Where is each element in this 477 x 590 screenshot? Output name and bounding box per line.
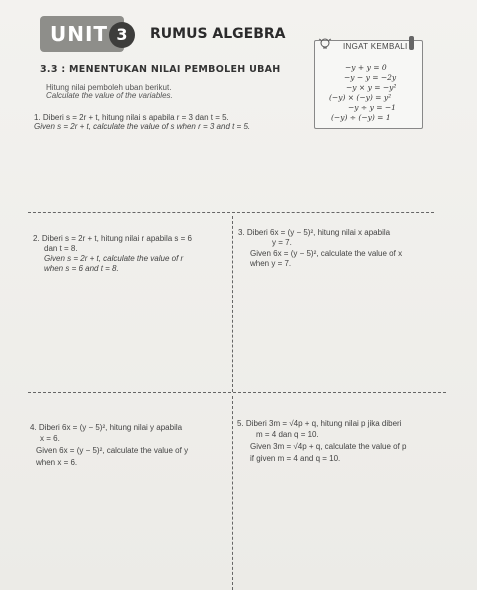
question-1-bm: 1. Diberi s = 2r + t, hitung nilai s apabila r = 3 dan t = 5.: [34, 113, 229, 122]
instruction-bm: Hitung nilai pemboleh uban berikut.: [46, 83, 172, 92]
lightbulb-icon: [318, 37, 338, 51]
question-5-en-line1: Given 3m = √4p + q, calculate the value of p: [250, 442, 407, 451]
question-4-en-line1: Given 6x = (y − 5)², calculate the value of y: [36, 446, 189, 455]
question-3-bm-line2: y = 7.: [272, 238, 292, 247]
divider-top: [28, 212, 434, 213]
question-3-en-line1: Given 6x = (y − 5)², calculate the value of x: [250, 249, 403, 258]
unit-number-badge: 3: [109, 22, 135, 48]
divider-middle: [28, 392, 446, 393]
reminder-title: INGAT KEMBALI: [343, 42, 408, 51]
unit-title: RUMUS ALGEBRA: [150, 26, 286, 42]
question-1-en: Given s = 2r + t, calculate the value of s when r = 3 and t = 5.: [34, 122, 251, 131]
reminder-rule: −y − y = −2y: [344, 73, 397, 82]
question-4-bm-line1: 4. Diberi 6x = (y − 5)², hitung nilai y apabila: [30, 423, 183, 432]
question-3-bm-line1: 3. Diberi 6x = (y − 5)², hitung nilai x apabila: [238, 228, 391, 237]
unit-label: UNIT: [50, 22, 109, 46]
divider-middle-lower: [232, 396, 233, 590]
reminder-rule: (−y) × (−y) = y²: [329, 93, 392, 102]
question-3-en-line2: when y = 7.: [250, 259, 292, 268]
reminder-rule: −y × y = −y²: [346, 83, 397, 92]
question-4-en-line2: when x = 6.: [36, 458, 78, 467]
instruction-en: Calculate the value of the variables.: [46, 91, 173, 100]
section-title: 3.3 : MENENTUKAN NILAI PEMBOLEH UBAH: [40, 64, 281, 75]
question-5-bm-line2: m = 4 dan q = 10.: [256, 430, 319, 439]
question-2-bm-line1: 2. Diberi s = 2r + t, hitung nilai r apabila s = 6: [33, 234, 192, 243]
question-5-bm-line1: 5. Diberi 3m = √4p + q, hitung nilai p jika diberi: [237, 419, 402, 428]
reminder-rule: −y + y = 0: [345, 63, 387, 72]
question-5-en-line2: if given m = 4 and q = 10.: [250, 454, 341, 463]
question-2-en-line1: Given s = 2r + t, calculate the value of r: [44, 254, 184, 263]
pin-icon: [409, 36, 414, 50]
reminder-rule: −y ÷ y = −1: [348, 103, 396, 112]
question-2-bm-line2: dan t = 8.: [44, 244, 78, 253]
reminder-rule: (−y) ÷ (−y) = 1: [331, 113, 391, 122]
question-2-en-line2: when s = 6 and t = 8.: [44, 264, 119, 273]
divider-middle-upper: [232, 216, 233, 392]
question-4-bm-line2: x = 6.: [40, 434, 60, 443]
